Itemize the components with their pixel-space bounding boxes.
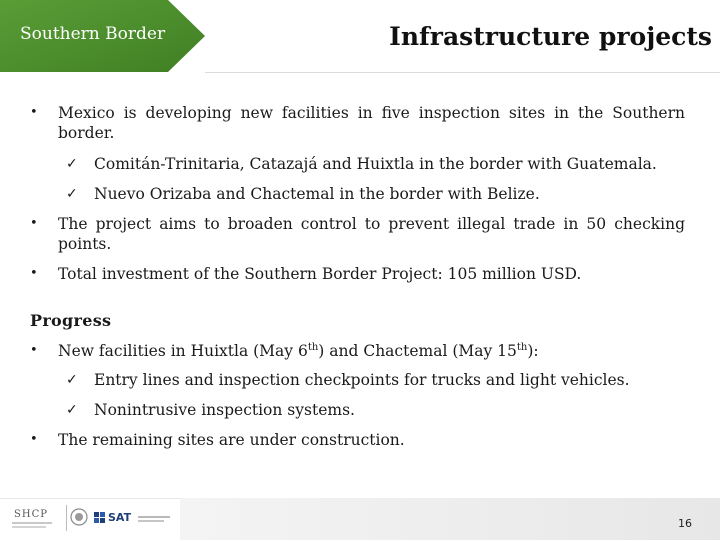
- check-text: Nuevo Orizaba and Chactemal in the border with Belize.: [94, 185, 540, 203]
- text-segment: ) and Chactemal (May 15: [318, 342, 517, 360]
- footer-logos: [0, 498, 180, 541]
- ordinal-suffix: th: [516, 341, 528, 353]
- bullet-text: Total investment of the Southern Border Project: 105 million USD.: [58, 265, 582, 283]
- shcp-logo-subtitle: [12, 521, 58, 531]
- ordinal-suffix: th: [307, 341, 319, 353]
- bullet-icon: •: [30, 432, 38, 447]
- check-icon: ✓: [66, 372, 78, 388]
- text-segment: New facilities in Huixtla (May 6: [58, 342, 308, 360]
- check-icon: ✓: [66, 186, 78, 202]
- page-number: 16: [678, 517, 692, 530]
- check-icon: ✓: [66, 156, 78, 172]
- bullet-text: The project aims to broaden control to prevent illegal trade in 50 checking points.: [58, 215, 685, 253]
- national-seal-icon: [66, 505, 88, 531]
- bullet-icon: •: [30, 266, 38, 281]
- shcp-logo: SHCP: [14, 509, 48, 520]
- sat-logo: SAT: [108, 511, 132, 524]
- check-text: Entry lines and inspection checkpoints for trucks and light vehicles.: [94, 371, 630, 389]
- footer-band: [180, 498, 720, 540]
- bullet-icon: •: [30, 343, 38, 358]
- progress-heading: Progress: [30, 311, 112, 330]
- check-text: Comitán-Trinitaria, Catazajá and Huixtla in the border with Guatemala.: [94, 155, 657, 173]
- slide-footer: [0, 498, 720, 540]
- check-text: Nonintrusive inspection systems.: [94, 401, 355, 419]
- slide-title: Infrastructure projects: [389, 22, 712, 51]
- bullet-text: [58, 341, 685, 361]
- section-label: Southern Border: [20, 24, 166, 44]
- text-segment: ):: [527, 342, 539, 360]
- bullet-text: Mexico is developing new facilities in five inspection sites in the Southern border.: [58, 104, 685, 142]
- check-icon: ✓: [66, 402, 78, 418]
- bullet-icon: •: [30, 105, 38, 120]
- sat-logo-mark: [94, 508, 174, 530]
- bullet-icon: •: [30, 216, 38, 231]
- bullet-text: The remaining sites are under construction.: [58, 431, 405, 449]
